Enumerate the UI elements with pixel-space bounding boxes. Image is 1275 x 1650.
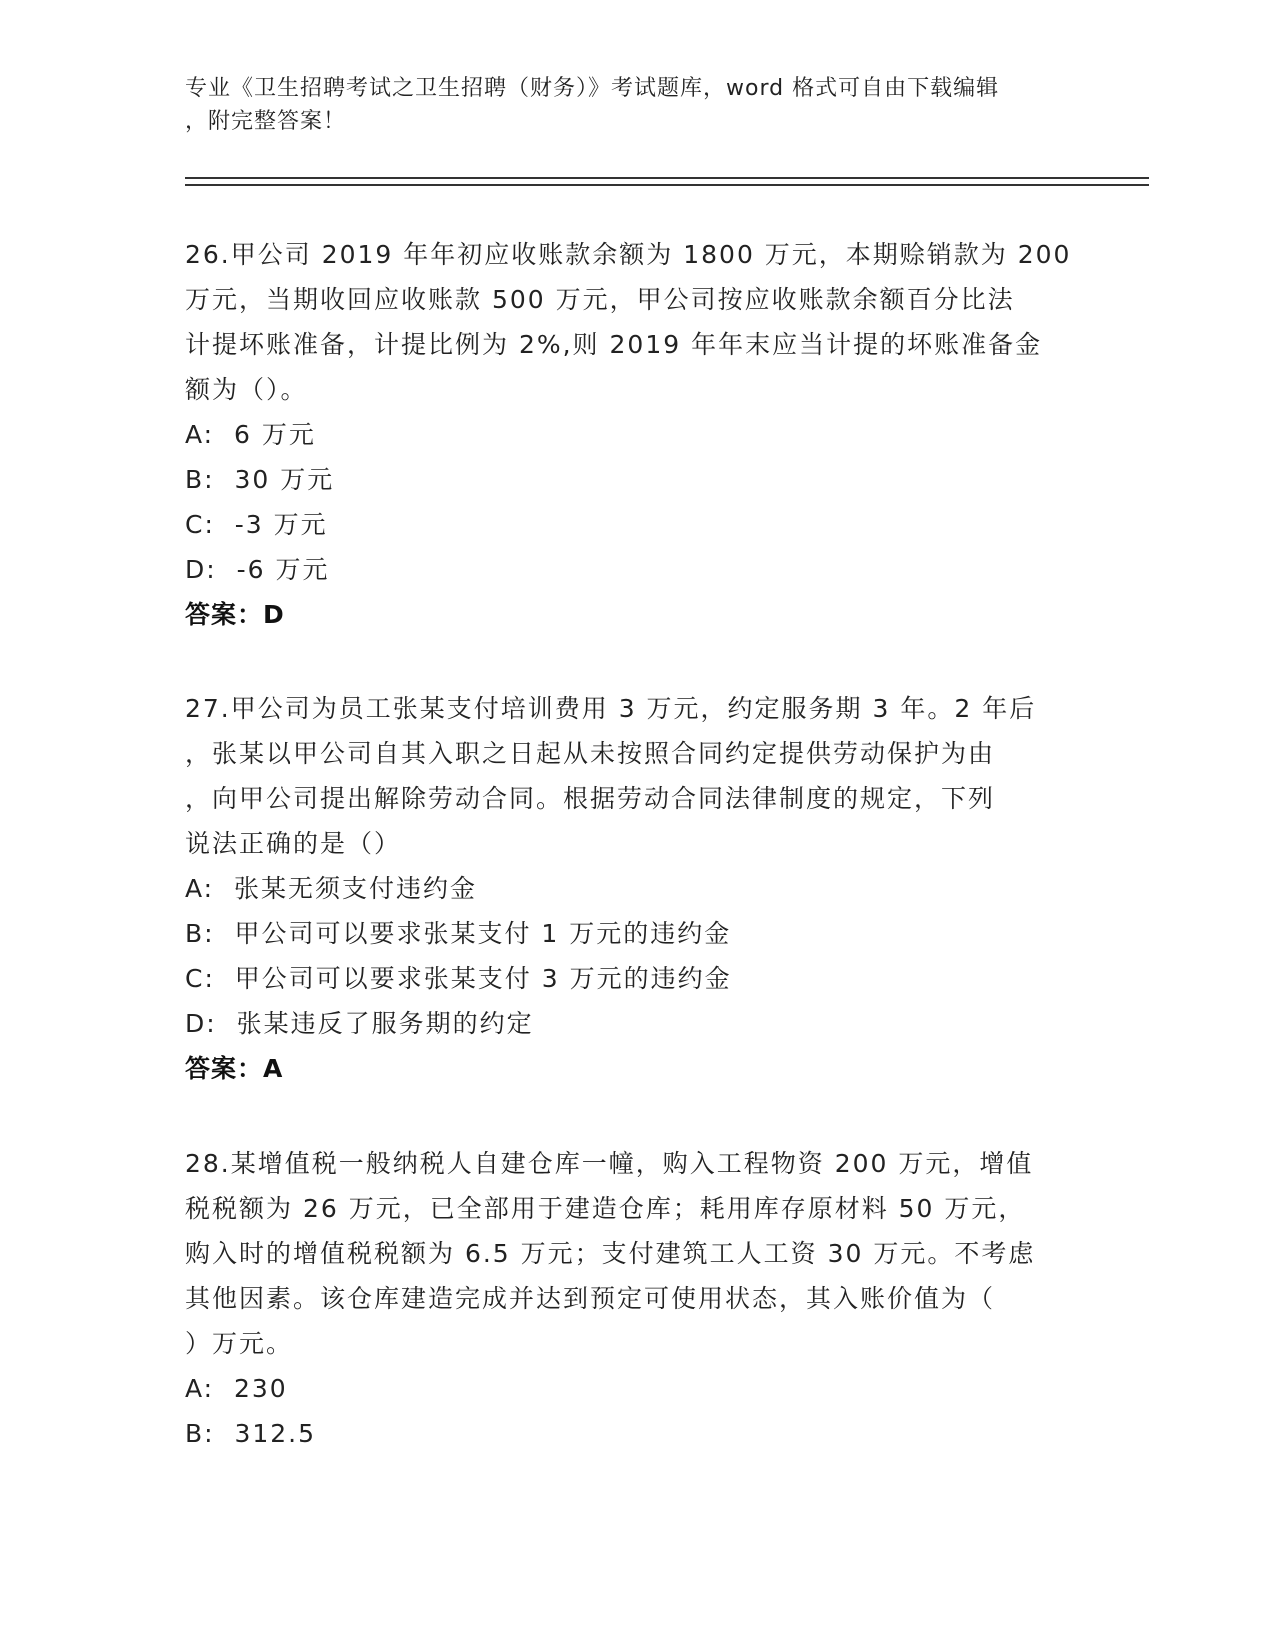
option-d: D: 张某违反了服务期的约定 xyxy=(185,1009,534,1038)
document-header: 专业《卫生招聘考试之卫生招聘（财务）》考试题库，word 格式可自由下载编辑 ，附完整答案！ xyxy=(185,76,1000,134)
option-c: C: -3 万元 xyxy=(185,510,328,539)
option-b: B: 312.5 xyxy=(185,1419,317,1448)
header-divider-bottom xyxy=(185,184,1149,186)
header-divider-top xyxy=(185,177,1149,179)
option-b: B: 30 万元 xyxy=(185,465,335,494)
question-27 xyxy=(185,686,1075,1091)
option-c: C: 甲公司可以要求张某支付 3 万元的违约金 xyxy=(185,964,732,993)
answer-line: 答案：D xyxy=(185,600,285,629)
option-a: A: 张某无须支付违约金 xyxy=(185,874,477,903)
answer-line: 答案：A xyxy=(185,1054,284,1083)
question-stem: 28.某增值税一般纳税人自建仓库一幢，购入工程物资 200 万元，增值 税税额为 26 万元，已全部用于建造仓库；耗用库存原材料 50 万元， 购入时的增值税税额为 6.5 万元；支付建筑工人工资 30 万元。不考虑 其他因素。该仓库建造完成并达到预定可使用状态，其入账价值为（ ）万元。 xyxy=(185,1149,1036,1358)
question-28 xyxy=(185,1141,1075,1456)
option-a: A: 6 万元 xyxy=(185,420,316,449)
option-b: B: 甲公司可以要求张某支付 1 万元的违约金 xyxy=(185,919,732,948)
question-26 xyxy=(185,232,1075,637)
option-a: A: 230 xyxy=(185,1374,288,1403)
question-stem: 26.甲公司 2019 年年初应收账款余额为 1800 万元，本期赊销款为 200 万元，当期收回应收账款 500 万元，甲公司按应收账款余额百分比法 计提坏账准备，计提比例为 2%,则 2019 年年末应当计提的坏账准备金 额为（）。 xyxy=(185,240,1072,404)
question-stem: 27.甲公司为员工张某支付培训费用 3 万元，约定服务期 3 年。2 年后 ，张某以甲公司自其入职之日起从未按照合同约定提供劳动保护为由 ，向甲公司提出解除劳动合同。根据劳动合同法律制度的规定，下列 说法正确的是（） xyxy=(185,694,1037,858)
option-d: D: -6 万元 xyxy=(185,555,330,584)
